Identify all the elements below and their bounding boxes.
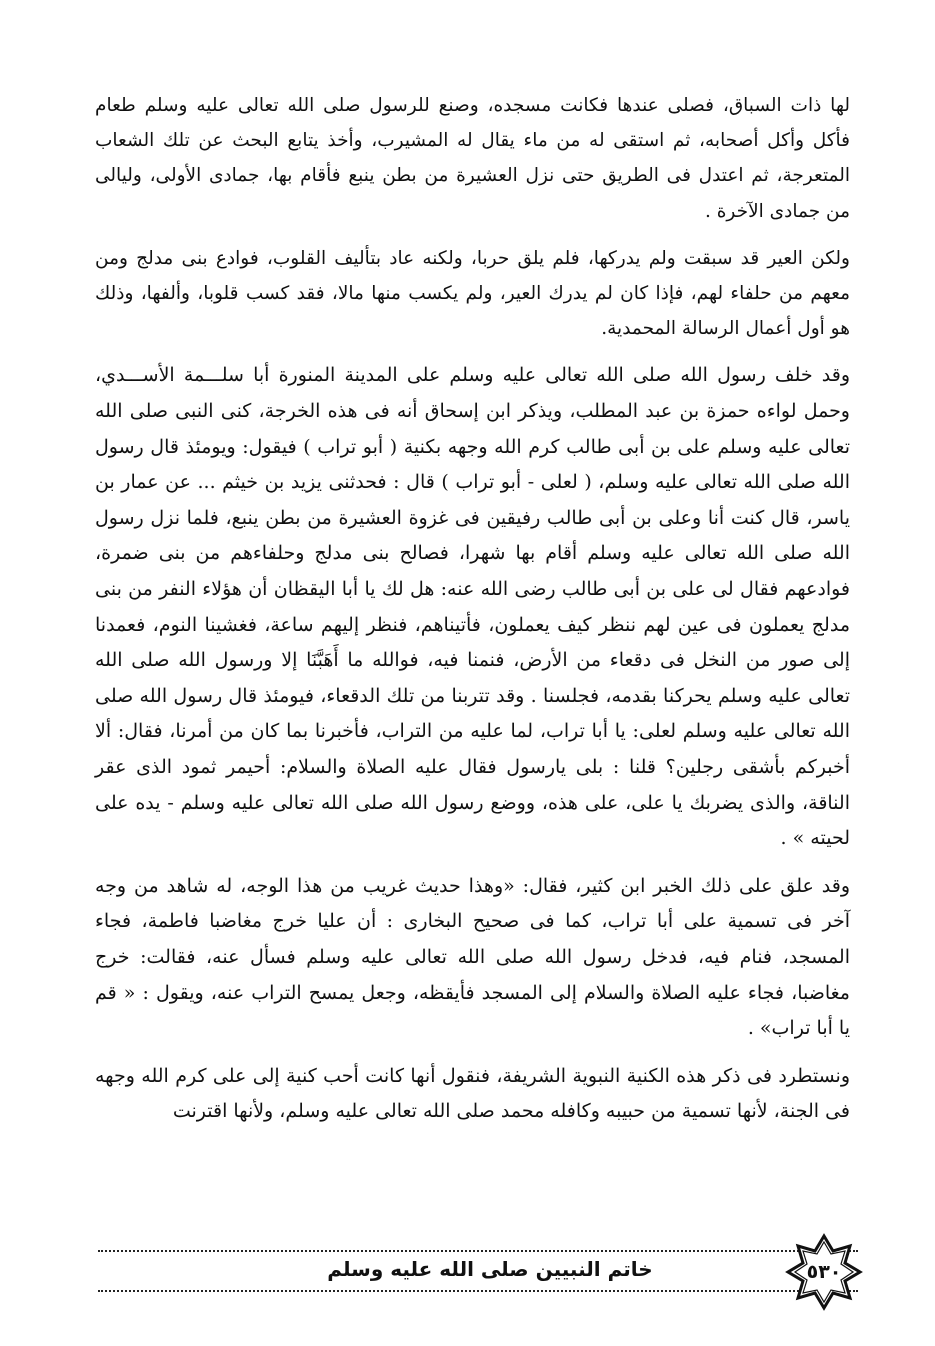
body-text [95,88,850,1130]
paragraph-3: وقد خلف رسول الله صلى الله تعالى عليه وسلم على المدينة المنورة أبا سلـــمة الأســـدي، وحمل لواءه حمزة بن عبد المطلب، ويذكر ابن إسحاق أنه فى هذه الخرجة، كنى النبى صلى الله تعالى عليه وسلم على بن أبى طالب كرم الله وجهه بكنية ( أبو تراب ) فيقول: ويومئذ قال رسول الله صلى الله تعالى عليه وسلم، ( لعلى - أبو تراب ) قال : فحدثنى يزيد بن خيثم ... عن عمار بن ياسر، قال كنت أنا وعلى بن أبى طالب رفيقين فى غزوة العشيرة من بطن ينبع، فلما نزل رسول الله صلى الله تعالى عليه وسلم أقام بها شهرا، فصالح بنى مدلج وحلفاءهم من بنى ضمرة، فوادعهم فقال لى على بن أبى طالب رضى الله عنه: هل لك يا أبا اليقظان أن هؤلاء النفر من بنى مدلج يعملون فى عين لهم ننظر كيف يعملون، فأتيناهم، فنظر إليهم ساعة، فغشينا النوم، فعمدنا إلى صور من النخل فى دقعاء من الأرض، فنمنا فيه، فوالله ما أَهَبَّنَا إلا ورسول الله صلى الله تعالى عليه وسلم يحركنا بقدمه، فجلسنا . وقد تتربنا من تلك الدقعاء، فيومئذ قال رسول الله صلى الله تعالى عليه وسلم لعلى: يا أبا تراب، لما عليه من التراب، فأخبرنا بما كان من أمرنا، فقال: ألا أخبركم بأشقى رجلين؟ قلنا : بلى يارسول فقال عليه الصلاة والسلام: أحيمر ثمود الذى عقر الناقة، والذى يضربك يا على، على هذه، ووضع رسول الله صلى الله تعالى عليه وسلم - يده على لحيته » . [95,364,850,850]
page-number-ornament [784,1232,864,1312]
paragraph-2: ولكن العير قد سبقت ولم يدركها، فلم يلق حربا، ولكنه عاد بتأليف القلوب، فوادع بنى مدلج ومن معهم من حلفاء لهم، فإذا كان لم يدرك العير، ولم يكسب منها مالا، فقد كسب قلوبا، وألفها، وذلك هو أول أعمال الرسالة المحمدية. [95,247,850,340]
page-number: ٥٣٠ [806,1261,842,1283]
footer-rule-bottom [98,1290,858,1292]
footer-rule-top [98,1250,858,1252]
paragraph-1: لها ذات السباق، فصلى عندها فكانت مسجده، وصنع للرسول صلى الله تعالى عليه وسلم طعام فأكل وأكل أصحابه، ثم استقى له من ماء يقال له المشيرب، وأخذ يتابع البحث عن تلك الشعاب المتعرجة، ثم اعتدل فى الطريق حتى نزل العشيرة من بطن ينبع فأقام بها، جمادى الأولى، وليالى من جمادى الآخرة . [95,95,850,222]
running-footer-title: خاتم النبيين صلى الله عليه وسلم [327,1257,653,1281]
paragraph-4: وقد علق على ذلك الخبر ابن كثير، فقال: «وهذا حديث غريب من هذا الوجه، له شاهد من وجه آخر فى تسمية على أبا تراب، كما فى صحيح البخارى : أن عليا خرج مغاضبا فاطمة، فجاء المسجد، فنام فيه، فدخل رسول الله صلى الله تعالى عليه وسلم فسأل عنه، فقالت: خرج مغاضبا، فجاء عليه الصلاة والسلام إلى المسجد فأيقظه، وجعل يمسح التراب عنه، ويقول : « قم يا أبا تراب» . [95,874,850,1040]
paragraph-5: ونستطرد فى ذكر هذه الكنية النبوية الشريفة، فنقول أنها كانت أحب كنية إلى على كرم الله وجهه فى الجنة، لأنها تسمية من حبيبه وكافله محمد صلى الله تعالى عليه وسلم، ولأنها اقترنت [95,1064,850,1123]
